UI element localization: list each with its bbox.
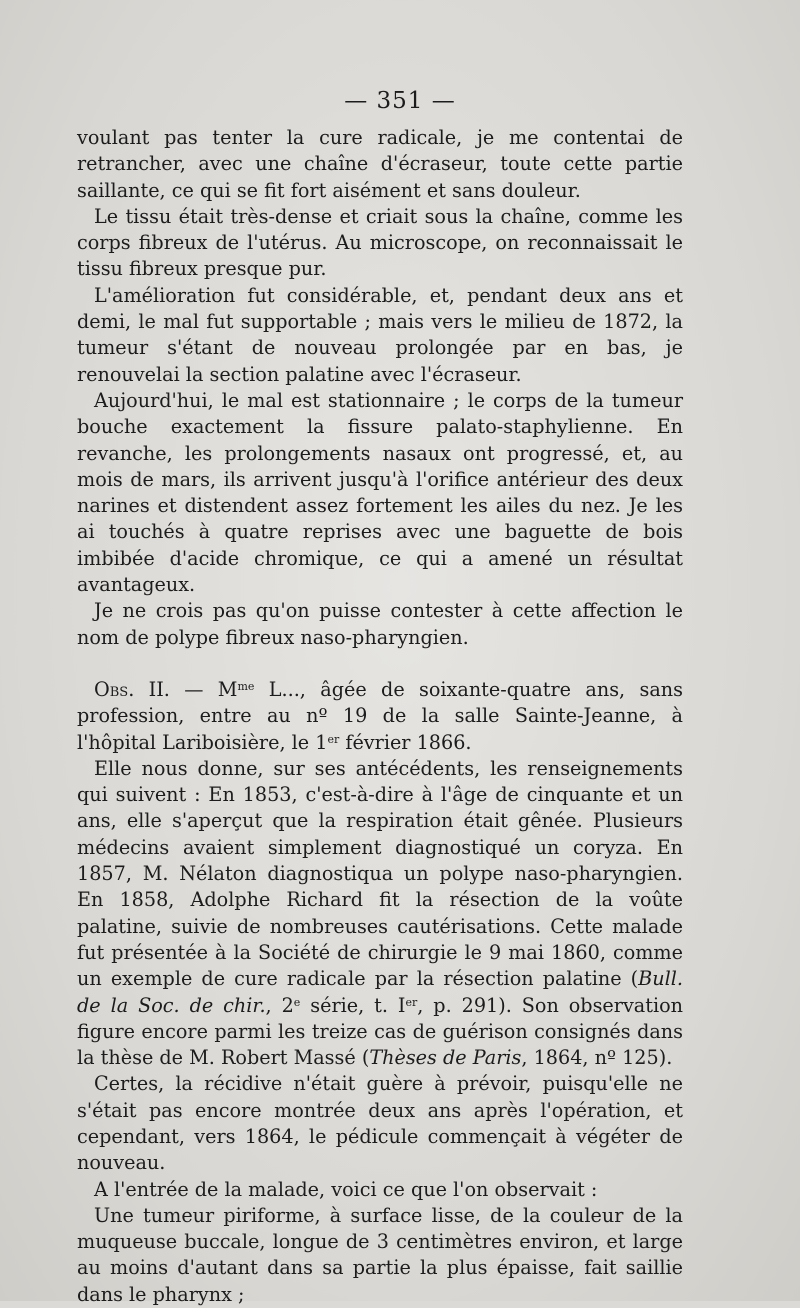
thesis-rest: , 1864, nº 125).	[521, 1046, 673, 1070]
paragraph: Une tumeur piriforme, à surface lisse, de la couleur de la muqueuse buccale, longue de 3 centimètres environ, et large au moins d'autant dans sa partie la plus épaisse, fait saillie dans le pharynx ;	[77, 1203, 683, 1306]
observation-dash: —	[169, 677, 218, 701]
page-number: — 351 —	[344, 88, 456, 114]
reference-tome: série, t. I	[300, 993, 406, 1017]
reference-tome-sup: er	[405, 995, 418, 1009]
paragraph: voulant pas tenter la cure radicale, je me contentai de retrancher, avec une chaîne d'écraseur, toute cette partie saillante, ce qui se fit fort aisément et sans douleur.	[77, 126, 683, 202]
reference-rest: , p. 291). Son observation figure encore parmi les treize cas de guérison consignés dans la thèse de M. Robert Massé (	[77, 993, 683, 1070]
paragraph: Aujourd'hui, le mal est stationnaire ; le corps de la tumeur bouche exactement la fissure palato-staphylienne. En revanche, les prolongements nasaux ont progressé, et, au mois de mars, ils arrivent jusqu'à l'orifice antérieur des deux narines et distendent assez fortement les ailes du nez. Je les ai touchés à quatre reprises avec une baguette de bois imbibée d'acide chromique, ce qui a amené un résultat avantageux.	[77, 388, 683, 597]
date-rest: février 1866.	[339, 730, 472, 754]
paragraph: Je ne crois pas qu'on puisse contester à cette affection le nom de polype fibreux naso-pharyngien.	[77, 599, 683, 649]
history-paragraph	[77, 756, 683, 1072]
reference-series: , 2	[265, 993, 294, 1017]
patient-prefix: M	[217, 677, 238, 701]
paragraph: L'amélioration fut considérable, et, pendant deux ans et demi, le mal fut supportable ; mais vers le milieu de 1872, la tumeur s'étant de nouveau prolongée par en bas, je renouvelai la section palatine avec l'écraseur.	[77, 283, 683, 386]
observation-intro: âgée de soixante-quatre ans, sans profession, entre au nº 19 de la salle Sainte-Jeanne, à l'hôpital Lariboisière, le	[77, 677, 683, 754]
patient-sup: me	[237, 679, 255, 693]
observation-heading-paragraph	[77, 677, 683, 756]
patient-suffix: L...,	[254, 677, 321, 701]
date-sup: er	[327, 732, 340, 746]
section-gap	[77, 651, 683, 677]
thesis-title: Thèses de Paris	[369, 1046, 522, 1070]
paragraph: Le tissu était très-dense et criait sous la chaîne, comme les corps fibreux de l'utérus. Au microscope, on reconnaissait le tissu fibreux presque pur.	[77, 204, 683, 281]
paragraph: Certes, la récidive n'était guère à prévoir, puisqu'elle ne s'était pas encore montrée deux ans après l'opération, et cependant, vers 1864, le pédicule commençait à végéter de nouveau.	[77, 1072, 683, 1175]
paragraph: A l'entrée de la malade, voici ce que l'on observait :	[94, 1177, 598, 1201]
page-body	[77, 125, 683, 1308]
reference-title: Bull. de la Soc. de chir.	[77, 967, 683, 1017]
observation-label: Obs. II.	[94, 677, 170, 701]
history-text: Elle nous donne, sur ses antécédents, les renseignements qui suivent : En 1853, c'est-à-dire à l'âge de cinquante et un ans, elle s'aperçut que la respiration était gênée. Plusieurs médecins avaient simplement diagnostiqué un coryza. En 1857, M. Nélaton diagnostiqua un polype naso-pharyngien. En 1858, Adolphe Richard fit la résection de la voûte palatine, suivie de nombreuses cautérisations. Cette malade fut présentée à la Société de chirurgie le 9 mai 1860, comme un exemple de cure radicale par la résection palatine (	[77, 756, 683, 991]
date-day: 1	[315, 730, 328, 754]
reference-series-sup: e	[293, 995, 301, 1009]
